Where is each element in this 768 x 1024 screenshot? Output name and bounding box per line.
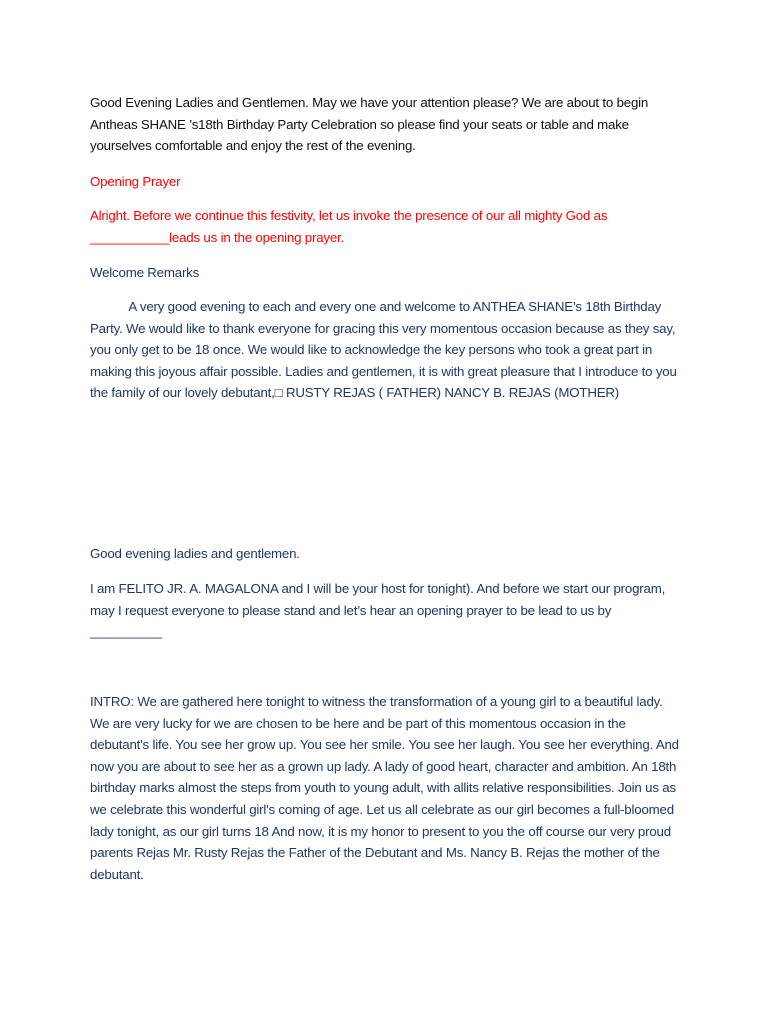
host-introduction-text: I am FELITO JR. A. MAGALONA and I will be your host for tonight). And before we start our program, may I request everyone to please stand and let’s hear an opening prayer to be lead to us by __________ [90, 581, 666, 640]
intro-speech-text: INTRO: We are gathered here tonight to witness the transformation of a young girl to a beautiful lady. We are very lucky for we are chosen to be here and be part of this momentous occasion in the debutant's life. You see her grow up. You see her smile. You see her laugh. You see her everything. And now you are about to see her as a grown up lady. A lady of good heart, character and ambition. An 18th birthday marks almost the steps from youth to young adult, with allits relative responsibilities. Join us as we celebrate this wonderful girl's coming of age. Let us all celebrate as our girl becomes a full-bloomed lady tonight, as our girl turns 18 And now, it is my honor to present to you the off course our very proud parents Rejas Mr. Rusty Rejas the Father of the Debutant and Ms. Nancy B. Rejas the mother of the debutant. [90, 694, 679, 882]
welcome-remarks-text: A very good evening to each and every one and welcome to ANTHEA SHANE’s 18th Birthday Party. We would like to thank everyone for gracing this very momentous occasion because as they say, you only get to be 18 once. We would like to acknowledge the key persons who took a great part in making this joyous affair possible. Ladies and gentlemen, it is with great pleasure that I introduce to you the family of our lovely debutant,□ RUSTY REJAS ( FATHER) NANCY B. REJAS (MOTHER) [90, 299, 677, 401]
welcome-remarks-heading: Welcome Remarks [90, 265, 200, 280]
greeting-line: Good evening ladies and gentlemen. [90, 546, 300, 561]
opening-prayer-text: Alright. Before we continue this festivity, let us invoke the presence of our all mighty God as ___________leads us in the opening prayer. [90, 208, 608, 245]
intro-paragraph: Good Evening Ladies and Gentlemen. May we have your attention please? We are about to begin Antheas SHANE ’s18th Birthday Party Celebration so please find your seats or table and make yourselves comfortable and enjoy the rest of the evening. [90, 95, 649, 154]
opening-prayer-heading: Opening Prayer [90, 174, 181, 189]
